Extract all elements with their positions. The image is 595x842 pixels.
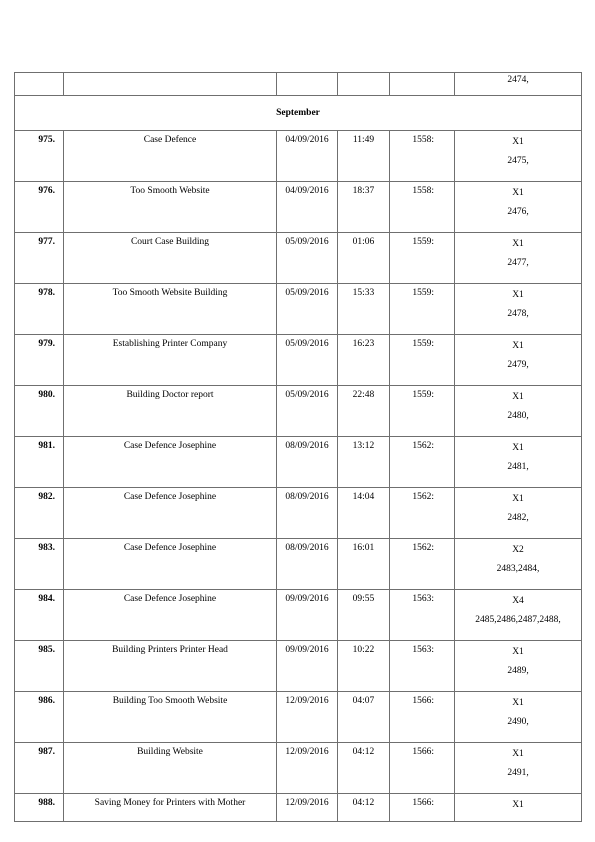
entry-quantity: X1 — [512, 239, 524, 249]
entry-time: 01:06 — [338, 233, 390, 284]
entry-title: Saving Money for Printers with Mother — [64, 794, 277, 822]
entry-quantity: X2 — [512, 545, 524, 555]
carryover-ref: 2474, — [507, 75, 529, 85]
entry-title: Building Printers Printer Head — [64, 641, 277, 692]
entry-number: 988. — [15, 794, 64, 822]
entry-title: Establishing Printer Company — [64, 335, 277, 386]
entry-quantity: X1 — [512, 647, 524, 657]
entry-ref-cell — [455, 233, 582, 284]
entry-code: 1558: — [390, 131, 455, 182]
entry-date: 12/09/2016 — [277, 692, 338, 743]
entry-date: 04/09/2016 — [277, 182, 338, 233]
table-row — [15, 182, 582, 233]
entry-code: 1559: — [390, 335, 455, 386]
entry-number: 979. — [15, 335, 64, 386]
table-row — [15, 590, 582, 641]
entry-refs: 2485,2486,2487,2488, — [475, 615, 561, 625]
entry-ref-cell — [455, 743, 582, 794]
entry-code: 1562: — [390, 488, 455, 539]
entry-ref-cell — [455, 284, 582, 335]
log-table — [14, 72, 582, 822]
entry-quantity: X1 — [512, 392, 524, 402]
entry-date: 09/09/2016 — [277, 641, 338, 692]
table-row — [15, 284, 582, 335]
entry-date: 09/09/2016 — [277, 590, 338, 641]
entry-ref-cell — [455, 335, 582, 386]
entry-refs: 2483,2484, — [496, 564, 540, 574]
entry-date: 05/09/2016 — [277, 284, 338, 335]
entry-date: 08/09/2016 — [277, 488, 338, 539]
entry-time: 09:55 — [338, 590, 390, 641]
table-row — [15, 692, 582, 743]
entry-title: Case Defence — [64, 131, 277, 182]
entry-refs: 2481, — [507, 462, 529, 472]
entry-time: 16:23 — [338, 335, 390, 386]
entry-date: 08/09/2016 — [277, 437, 338, 488]
log-table-body — [15, 73, 582, 822]
month-row — [15, 96, 582, 131]
carryover-ref-cell — [455, 73, 582, 96]
entry-number: 975. — [15, 131, 64, 182]
entry-title: Too Smooth Website Building — [64, 284, 277, 335]
entry-number: 978. — [15, 284, 64, 335]
entry-ref-cell — [455, 131, 582, 182]
entry-number: 982. — [15, 488, 64, 539]
entry-ref-cell — [455, 590, 582, 641]
entry-number: 983. — [15, 539, 64, 590]
entry-ref-cell — [455, 641, 582, 692]
entry-time: 16:01 — [338, 539, 390, 590]
entry-refs: 2475, — [507, 156, 529, 166]
table-row — [15, 641, 582, 692]
entry-refs: 2476, — [507, 207, 529, 217]
entry-refs: 2480, — [507, 411, 529, 421]
entry-quantity: X1 — [512, 188, 524, 198]
carryover-time-cell — [338, 73, 390, 96]
entry-date: 05/09/2016 — [277, 335, 338, 386]
entry-refs: 2491, — [507, 768, 529, 778]
table-row — [15, 335, 582, 386]
entry-time: 10:22 — [338, 641, 390, 692]
entry-number: 977. — [15, 233, 64, 284]
entry-ref-cell — [455, 539, 582, 590]
entry-title: Building Website — [64, 743, 277, 794]
entry-refs: 2489, — [507, 666, 529, 676]
table-row — [15, 437, 582, 488]
entry-ref-cell — [455, 386, 582, 437]
entry-time: 13:12 — [338, 437, 390, 488]
entry-number: 980. — [15, 386, 64, 437]
entry-refs: 2482, — [507, 513, 529, 523]
entry-date: 12/09/2016 — [277, 794, 338, 822]
entry-date: 12/09/2016 — [277, 743, 338, 794]
carryover-row — [15, 73, 582, 96]
entry-ref-cell — [455, 692, 582, 743]
entry-code: 1566: — [390, 794, 455, 822]
entry-quantity: X1 — [512, 137, 524, 147]
entry-ref-cell — [455, 182, 582, 233]
entry-number: 985. — [15, 641, 64, 692]
entry-refs: 2478, — [507, 309, 529, 319]
table-row — [15, 131, 582, 182]
entry-refs: 2490, — [507, 717, 529, 727]
entry-date: 08/09/2016 — [277, 539, 338, 590]
month-heading: September — [15, 96, 582, 131]
entry-time: 18:37 — [338, 182, 390, 233]
carryover-title-cell — [64, 73, 277, 96]
entry-code: 1563: — [390, 641, 455, 692]
entry-time: 14:04 — [338, 488, 390, 539]
entry-date: 05/09/2016 — [277, 386, 338, 437]
entry-title: Case Defence Josephine — [64, 488, 277, 539]
entry-title: Too Smooth Website — [64, 182, 277, 233]
entry-title: Court Case Building — [64, 233, 277, 284]
entry-date: 05/09/2016 — [277, 233, 338, 284]
entry-time: 04:07 — [338, 692, 390, 743]
entry-code: 1558: — [390, 182, 455, 233]
entry-title: Case Defence Josephine — [64, 539, 277, 590]
carryover-code-cell — [390, 73, 455, 96]
entry-quantity: X1 — [512, 698, 524, 708]
entry-title: Case Defence Josephine — [64, 437, 277, 488]
entry-quantity: X1 — [512, 749, 524, 759]
table-row — [15, 794, 582, 822]
table-row — [15, 386, 582, 437]
carryover-num-cell — [15, 73, 64, 96]
entry-code: 1566: — [390, 743, 455, 794]
carryover-date-cell — [277, 73, 338, 96]
entry-quantity: X1 — [512, 494, 524, 504]
entry-refs: 2477, — [507, 258, 529, 268]
entry-code: 1559: — [390, 386, 455, 437]
entry-ref-cell — [455, 794, 582, 822]
entry-time: 15:33 — [338, 284, 390, 335]
entry-title: Case Defence Josephine — [64, 590, 277, 641]
entry-quantity: X1 — [512, 341, 524, 351]
entry-code: 1566: — [390, 692, 455, 743]
table-row — [15, 233, 582, 284]
entry-quantity: X1 — [512, 443, 524, 453]
entry-code: 1562: — [390, 437, 455, 488]
entry-time: 11:49 — [338, 131, 390, 182]
entry-quantity: X4 — [512, 596, 524, 606]
entry-code: 1559: — [390, 284, 455, 335]
table-row — [15, 488, 582, 539]
entry-title: Building Doctor report — [64, 386, 277, 437]
entry-time: 22:48 — [338, 386, 390, 437]
entry-number: 981. — [15, 437, 64, 488]
entry-time: 04:12 — [338, 743, 390, 794]
table-row — [15, 539, 582, 590]
entry-title: Building Too Smooth Website — [64, 692, 277, 743]
entry-number: 987. — [15, 743, 64, 794]
entry-number: 986. — [15, 692, 64, 743]
entry-ref-cell — [455, 437, 582, 488]
entry-refs: 2479, — [507, 360, 529, 370]
table-row — [15, 743, 582, 794]
entry-quantity: X1 — [512, 800, 524, 810]
entry-number: 984. — [15, 590, 64, 641]
entry-quantity: X1 — [512, 290, 524, 300]
entry-number: 976. — [15, 182, 64, 233]
entry-code: 1563: — [390, 590, 455, 641]
entry-ref-cell — [455, 488, 582, 539]
entry-date: 04/09/2016 — [277, 131, 338, 182]
entry-code: 1562: — [390, 539, 455, 590]
entry-time: 04:12 — [338, 794, 390, 822]
entry-code: 1559: — [390, 233, 455, 284]
